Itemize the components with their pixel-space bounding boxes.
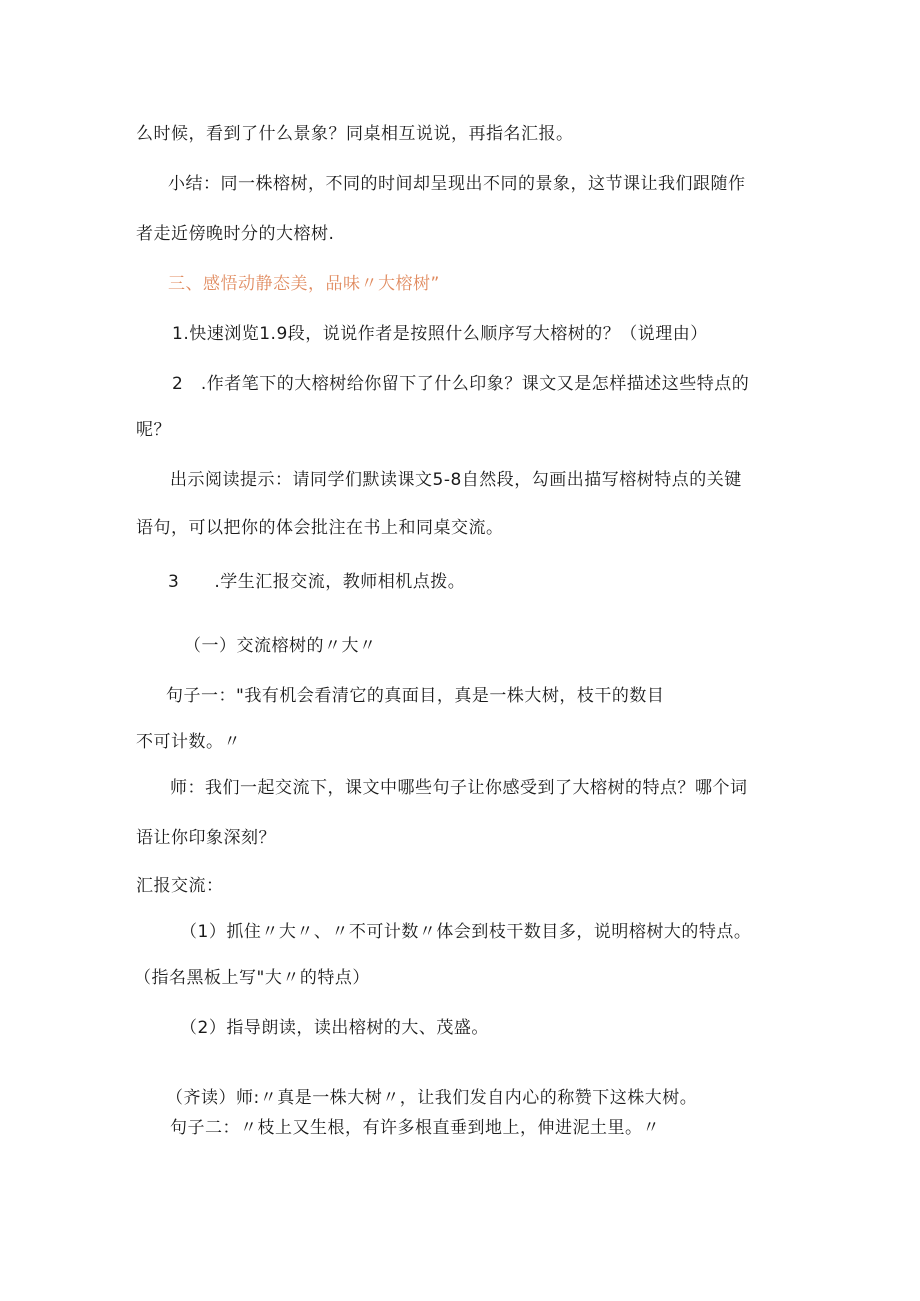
step-1-text: 1.快速浏览1.9段，说说作者是按照什么顺序写大榕树的？（说理由） — [172, 324, 708, 344]
reading-hint-line-1: 出示阅读提示：请同学们默读课文5-8自然段，勾画出描写榕树特点的关键 — [170, 470, 742, 490]
point-1-line-2: （指名黑板上写"大〃的特点） — [134, 968, 370, 988]
text-line-1: 么时候，看到了什么景象？同桌相互说说，再指名汇报。 — [136, 124, 574, 144]
sentence-one-line-2: 不可计数。〃 — [136, 732, 241, 752]
sentence-two-text: 句子二：〃枝上又生根，有许多根直垂到地上，伸进泥土里。〃 — [170, 1118, 660, 1138]
step-2-line-2: 呢？ — [136, 420, 171, 440]
teacher-question-line-2: 语让你印象深刻？ — [136, 828, 276, 848]
step-3-text: 3 .学生汇报交流，教师相机点拨。 — [168, 572, 466, 592]
subsection-heading: （一）交流榕树的〃大〃 — [184, 636, 377, 656]
report-label: 汇报交流： — [136, 876, 224, 896]
summary-line-2: 者走近傍晚时分的大榕树. — [136, 224, 335, 244]
step-2-line-1: 2 .作者笔下的大榕树给你留下了什么印象？课文又是怎样描述这些特点的 — [172, 374, 750, 394]
point-2-text: （2）指导朗读，读出榕树的大、茂盛。 — [180, 1018, 489, 1038]
sentence-one-line-1: 句子一："我有机会看清它的真面目，真是一株大树，枝干的数目 — [166, 686, 665, 706]
reading-hint-line-2: 语句，可以把你的体会批注在书上和同桌交流。 — [136, 518, 504, 538]
teacher-question-line-1: 师：我们一起交流下，课文中哪些句子让你感受到了大榕树的特点？哪个词 — [170, 778, 748, 798]
point-1-line-1: （1）抓住〃大〃、〃不可计数〃体会到枝干数目多，说明榕树大的特点。 — [180, 922, 752, 942]
summary-line-1: 小结：同一株榕树，不同的时间却呈现出不同的景象，这节课让我们跟随作 — [168, 174, 746, 194]
chorus-reading-text: （齐读）师:〃真是一株大树〃，让我们发自内心的称赞下这株大树。 — [166, 1088, 698, 1108]
section-heading: 三、感悟动静态美，品味〃大榕树” — [168, 274, 440, 294]
